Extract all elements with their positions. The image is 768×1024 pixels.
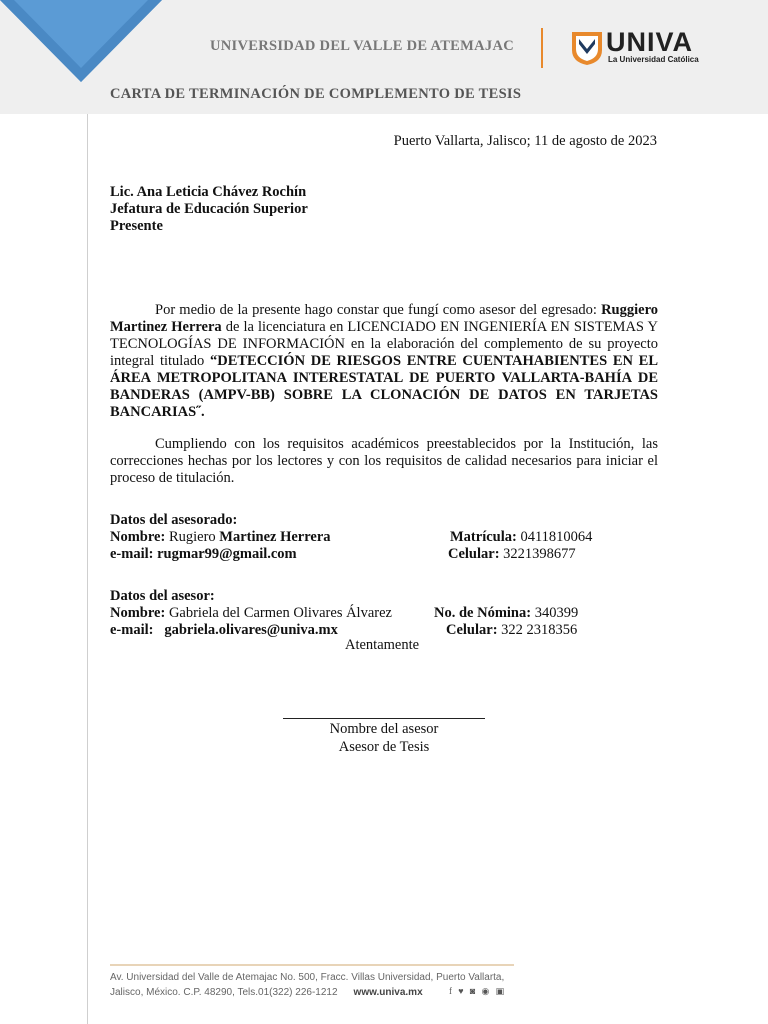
footer-address-2 [110, 987, 423, 998]
matricula-label: Matrícula: [450, 529, 517, 545]
paragraph-1 [110, 302, 658, 421]
social-icons: f ♥ ◙ ◉ ▣ [449, 986, 507, 996]
asesorado-nombre-first: Rugiero [168, 529, 216, 545]
footer-address-1: Av. Universidad del Valle de Atemajac No. 500, Fracc. Villas Universidad, Puerto Vallarta, [110, 972, 505, 983]
asesorado-email-label: e-mail: [110, 546, 154, 562]
univa-logo-icon [570, 30, 604, 66]
signature-line [283, 718, 485, 719]
student-name: Ruggiero Martinez Herrera [110, 302, 659, 335]
closing-text: Atentamente [345, 637, 420, 653]
university-name: UNIVERSIDAD DEL VALLE DE ATEMAJAC [210, 38, 514, 54]
footer-address-2-text: Jalisco, México. C.P. 48290, Tels.01(322) 226-1212 [110, 987, 338, 998]
asesor-section-title: Datos del asesor: [110, 588, 215, 604]
asesor-celular-label: Celular: [446, 622, 498, 638]
matricula-value: 0411810064 [520, 529, 593, 545]
asesorado-nombre-label: Nombre: [110, 529, 166, 545]
left-margin-rule [87, 114, 88, 1024]
asesor-nombre-label: Nombre: [110, 605, 166, 621]
asesor-email-label: e-mail: [110, 622, 154, 638]
recipient-greeting: Presente [110, 218, 163, 234]
letter-date: Puerto Vallarta, Jalisco; 11 de agosto de 2023 [393, 133, 657, 149]
p1-intro: Por medio de la presente hago constar que fungí como asesor del egresado: [155, 302, 597, 318]
logo-subtitle: La Universidad Católica [608, 55, 699, 64]
nomina-label: No. de Nómina: [434, 605, 532, 621]
paragraph-2: Cumpliendo con los requisitos académicos preestablecidos por la Institución, las correcciones hechas por los lectores y con los requisitos de calidad necesarios para iniciar el proceso de titulación. [110, 436, 658, 486]
asesorado-email: rugmar99@gmail.com [157, 546, 297, 562]
footer-rule [110, 964, 514, 966]
asesorado-nombre-rest: Martinez Herrera [219, 529, 331, 545]
p1-mid: de la licenciatura en LICENCIADO EN INGENIERÍA EN SISTEMAS Y TECNOLOGÍAS DE INFORMACIÓN en la elaboración del complemento de su proyecto integral titulado [110, 319, 658, 369]
project-title: “DETECCIÓN DE RIESGOS ENTRE CUENTAHABIENTES EN EL ÁREA METROPOLITANA INTERESTATAL DE PUERTO VALLARTA-BAHÍA DE BANDERAS (AMPV-BB) SOBRE LA CLONACIÓN DE DATOS EN TARJETAS BANCARIAS [110, 353, 658, 420]
decorative-triangle [0, 0, 162, 82]
asesorado-row-1 [110, 529, 670, 546]
asesorado-section-title: Datos del asesorado: [110, 512, 238, 528]
document-title: CARTA DE TERMINACIÓN DE COMPLEMENTO DE TESIS [110, 86, 522, 102]
recipient-block [110, 184, 308, 235]
asesorado-celular-label: Celular: [448, 546, 500, 562]
recipient-name: Lic. Ana Leticia Chávez Rochín [110, 184, 307, 200]
signature-role: Asesor de Tesis [338, 739, 430, 755]
asesor-nombre: Gabriela del Carmen Olivares Álvarez [168, 605, 392, 621]
signature-name: Nombre del asesor [329, 721, 439, 737]
asesor-celular: 322 2318356 [501, 622, 578, 638]
footer-website: www.univa.mx [353, 987, 423, 998]
logo-text: UNIVA [606, 27, 694, 57]
recipient-title: Jefatura de Educación Superior [110, 201, 308, 217]
asesor-email: gabriela.olivares@univa.mx [164, 622, 338, 638]
asesorado-celular: 3221398677 [503, 546, 576, 562]
nomina-value: 340399 [534, 605, 579, 621]
asesorado-row-2 [110, 546, 670, 563]
asesor-row-1 [110, 605, 670, 622]
project-title-end: ˝. [196, 404, 205, 420]
header-divider [541, 28, 543, 68]
